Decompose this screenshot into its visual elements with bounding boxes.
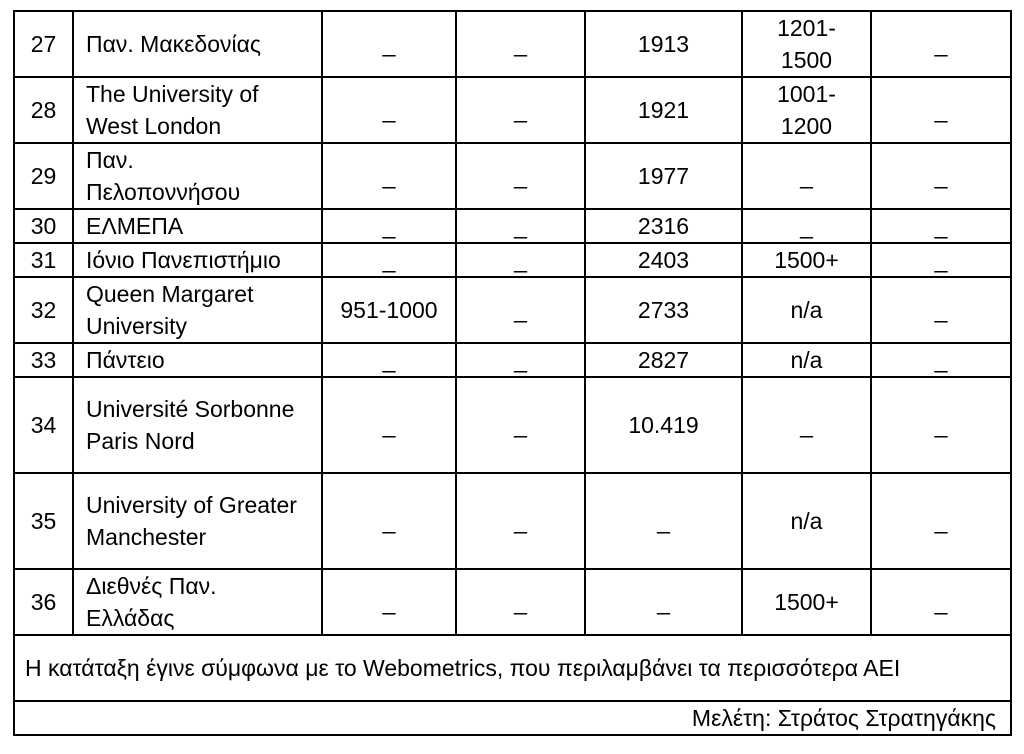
rank-column-2: _ (456, 343, 585, 377)
rank-column-6: _ (871, 277, 1011, 343)
author-credit: Μελέτη: Στράτος Στρατηγάκης (14, 701, 1011, 735)
row-number: 27 (14, 11, 73, 77)
webometrics-rank: 2403 (585, 243, 742, 277)
rank-range: n/a (742, 473, 871, 569)
rank-column-1: _ (322, 209, 456, 243)
institution-name: The University of West London (73, 77, 322, 143)
table-row (14, 473, 1011, 569)
rank-range: _ (742, 209, 871, 243)
rank-column-1: _ (322, 77, 456, 143)
webometrics-rank: _ (585, 569, 742, 635)
rank-column-2: _ (456, 473, 585, 569)
ranking-table (13, 10, 1012, 736)
table-row (14, 11, 1011, 77)
rank-column-6: _ (871, 209, 1011, 243)
rank-range: _ (742, 377, 871, 473)
rank-range: n/a (742, 277, 871, 343)
table-row (14, 209, 1011, 243)
table-row (14, 343, 1011, 377)
webometrics-rank: 2827 (585, 343, 742, 377)
rank-column-2: _ (456, 377, 585, 473)
rank-column-1: _ (322, 569, 456, 635)
row-number: 33 (14, 343, 73, 377)
rank-column-1: _ (322, 377, 456, 473)
rank-column-6: _ (871, 77, 1011, 143)
row-number: 35 (14, 473, 73, 569)
rank-column-1: _ (322, 343, 456, 377)
row-number: 34 (14, 377, 73, 473)
webometrics-rank: _ (585, 473, 742, 569)
rank-column-2: _ (456, 11, 585, 77)
webometrics-rank: 1977 (585, 143, 742, 209)
row-number: 28 (14, 77, 73, 143)
table-row (14, 143, 1011, 209)
rank-column-2: _ (456, 277, 585, 343)
row-number: 30 (14, 209, 73, 243)
table-row (14, 377, 1011, 473)
rank-column-6: _ (871, 343, 1011, 377)
table-row (14, 77, 1011, 143)
webometrics-rank: 10.419 (585, 377, 742, 473)
rank-column-6: _ (871, 473, 1011, 569)
rank-range: 1201- 1500 (742, 11, 871, 77)
row-number: 29 (14, 143, 73, 209)
institution-name: Queen Margaret University (73, 277, 322, 343)
institution-name: University of Greater Manchester (73, 473, 322, 569)
rank-column-1: _ (322, 473, 456, 569)
table-row (14, 569, 1011, 635)
rank-column-6: _ (871, 243, 1011, 277)
institution-name: Université Sorbonne Paris Nord (73, 377, 322, 473)
webometrics-rank: 2733 (585, 277, 742, 343)
institution-name: Παν. Μακεδονίας (73, 11, 322, 77)
institution-name: Διεθνές Παν. Ελλάδας (73, 569, 322, 635)
table-row (14, 243, 1011, 277)
rank-range: n/a (742, 343, 871, 377)
institution-name: Παν. Πελοποννήσου (73, 143, 322, 209)
row-number: 32 (14, 277, 73, 343)
rank-column-1: 951-1000 (322, 277, 456, 343)
footnote: Η κατάταξη έγινε σύμφωνα με το Webometrics, που περιλαμβάνει τα περισσότερα ΑΕΙ (14, 635, 1011, 701)
row-number: 36 (14, 569, 73, 635)
rank-column-2: _ (456, 77, 585, 143)
rank-column-6: _ (871, 143, 1011, 209)
rank-range: 1500+ (742, 243, 871, 277)
rank-column-1: _ (322, 11, 456, 77)
institution-name: Ιόνιο Πανεπιστήμιο (73, 243, 322, 277)
table-body (14, 11, 1011, 635)
table-row (14, 277, 1011, 343)
credit-row (14, 701, 1011, 735)
rank-range: _ (742, 143, 871, 209)
rank-column-1: _ (322, 243, 456, 277)
rank-range: 1001- 1200 (742, 77, 871, 143)
rank-column-6: _ (871, 569, 1011, 635)
rank-column-2: _ (456, 243, 585, 277)
rank-column-2: _ (456, 143, 585, 209)
rank-column-1: _ (322, 143, 456, 209)
rank-range: 1500+ (742, 569, 871, 635)
rank-column-6: _ (871, 377, 1011, 473)
rank-column-2: _ (456, 209, 585, 243)
note-row (14, 635, 1011, 701)
rank-column-6: _ (871, 11, 1011, 77)
webometrics-rank: 2316 (585, 209, 742, 243)
rank-column-2: _ (456, 569, 585, 635)
institution-name: Πάντειο (73, 343, 322, 377)
row-number: 31 (14, 243, 73, 277)
webometrics-rank: 1921 (585, 77, 742, 143)
institution-name: ΕΛΜΕΠΑ (73, 209, 322, 243)
webometrics-rank: 1913 (585, 11, 742, 77)
